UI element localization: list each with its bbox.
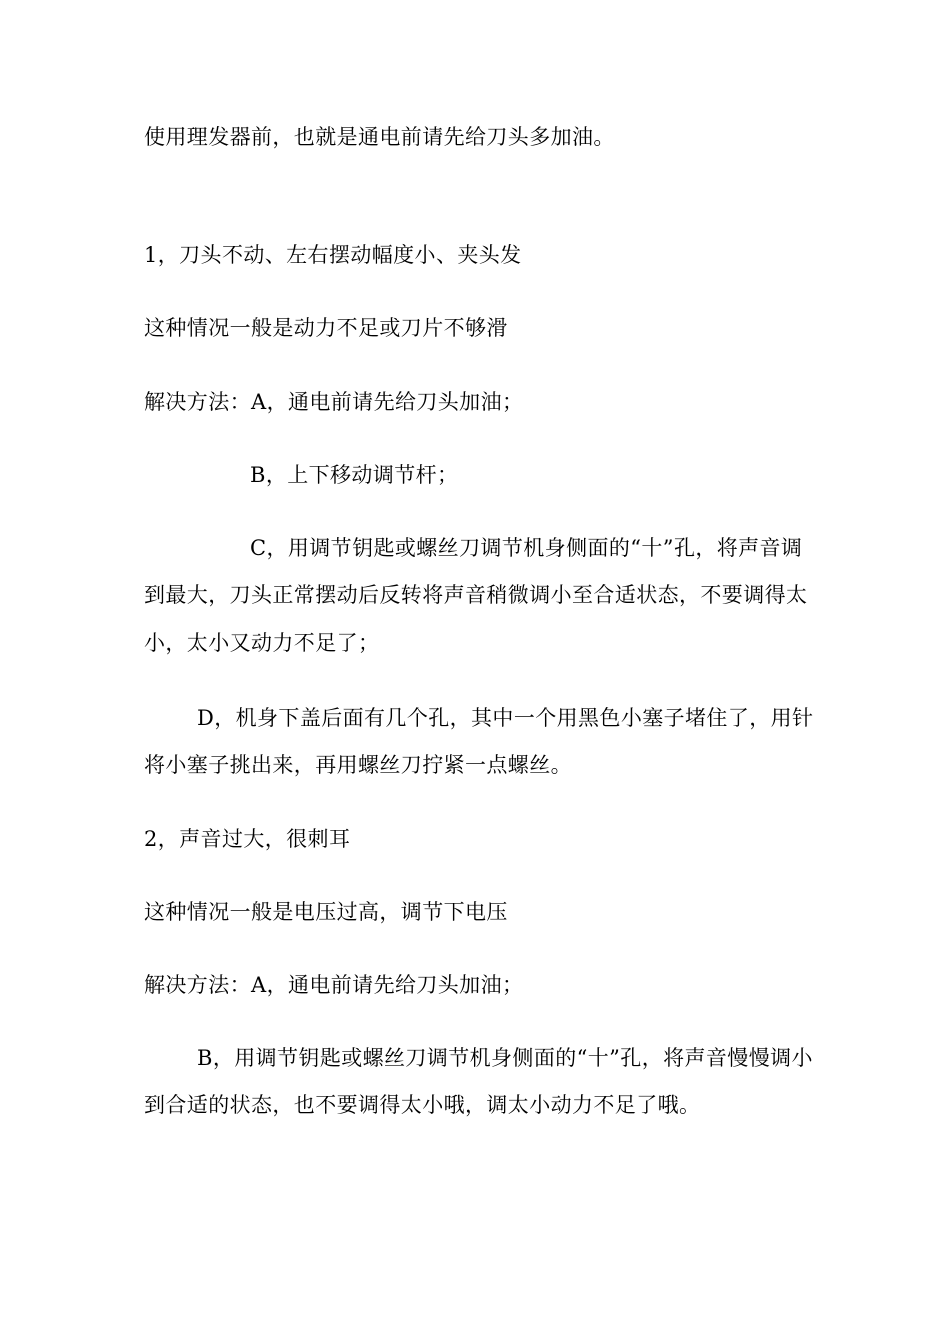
section1-solution-a: 解决方法：A，通电前请先给刀头加油；	[144, 390, 524, 414]
section1-solution-c-line1: C，用调节钥匙或螺丝刀调节机身侧面的“十”孔，将声音调	[250, 536, 803, 560]
section1-cause: 这种情况一般是动力不足或刀片不够滑	[144, 316, 508, 340]
section1-solution-c-line3: 小，太小又动力不足了；	[144, 631, 380, 655]
section2-solution-b-line1: B，用调节钥匙或螺丝刀调节机身侧面的“十”孔，将声音慢慢调小	[197, 1046, 813, 1070]
intro-paragraph: 使用理发器前，也就是通电前请先给刀头多加油。	[144, 125, 615, 149]
section2-cause: 这种情况一般是电压过高，调节下电压	[144, 900, 508, 924]
section1-solution-d-line2: 将小塞子挑出来，再用螺丝刀拧紧一点螺丝。	[144, 753, 572, 777]
section1-solution-b: B，上下移动调节杆；	[250, 463, 459, 487]
section1-solution-c-line2: 到最大，刀头正常摆动后反转将声音稍微调小至合适状态，不要调得太	[144, 583, 808, 607]
section1-solution-d-line1: D，机身下盖后面有几个孔，其中一个用黑色小塞子堵住了，用针	[197, 706, 814, 730]
section2-heading: 2，声音过大，很刺耳	[144, 827, 351, 851]
section2-solution-b-line2: 到合适的状态，也不要调得太小哦，调太小动力不足了哦。	[144, 1093, 701, 1117]
section2-solution-a: 解决方法：A，通电前请先给刀头加油；	[144, 973, 524, 997]
section1-heading: 1，刀头不动、左右摆动幅度小、夹头发	[144, 243, 522, 267]
